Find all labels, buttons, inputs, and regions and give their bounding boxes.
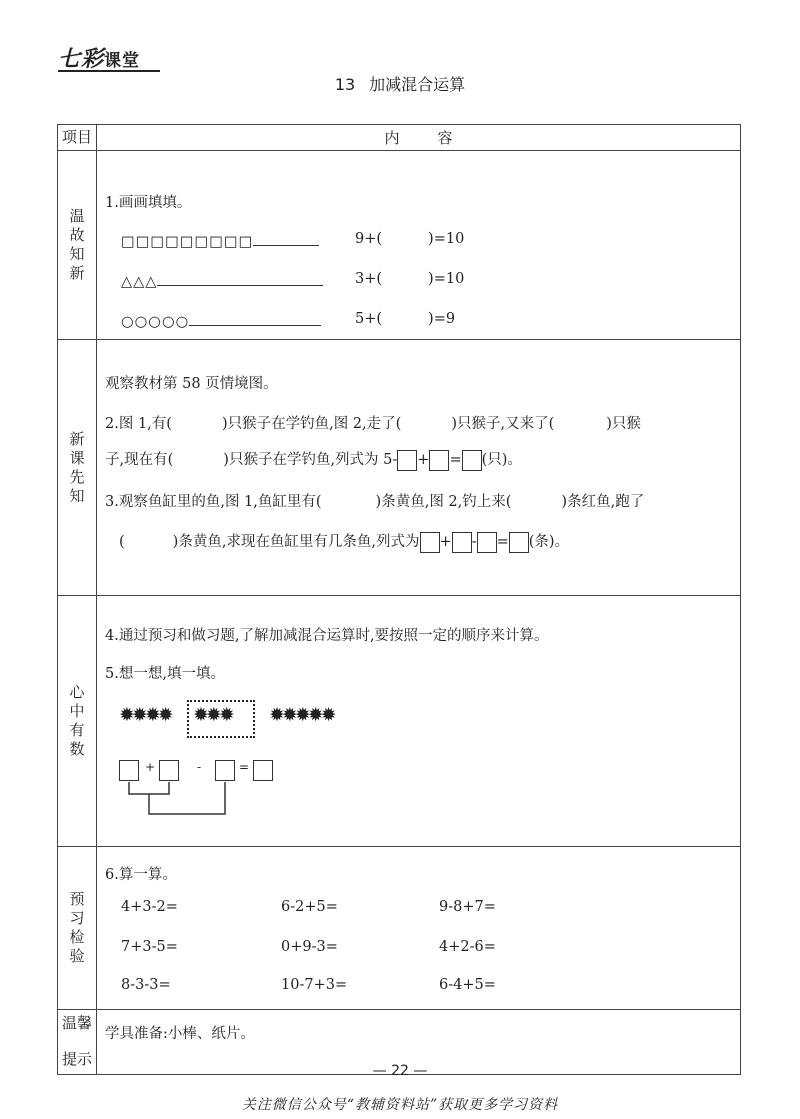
stars-group-2: ✹✹✹ <box>193 704 232 726</box>
section-label-check <box>58 847 97 1010</box>
tips-label-line2: 提示 <box>61 1050 92 1068</box>
equation-row-1 <box>355 231 464 247</box>
logo-main-text: 七彩 <box>58 47 105 72</box>
q4-text: 4.通过预习和做习题,了解加减混合运算时,要按照一定的顺序来计算。 <box>105 628 549 644</box>
q3-minus-sign: - <box>471 534 477 550</box>
q3-equals-sign: = <box>496 534 509 550</box>
mind-plus-sign: + <box>145 760 156 774</box>
squares-shapes: □□□□□□□□□ <box>121 234 254 250</box>
tips-text: 学具准备:小棒、纸片。 <box>105 1026 255 1042</box>
lesson-title: 加减混合运算 <box>369 75 466 94</box>
mind-box-3[interactable] <box>215 760 235 781</box>
q3-line2 <box>119 530 569 553</box>
tips-label-line1: 温馨 <box>61 1014 92 1032</box>
page-title <box>0 72 800 95</box>
q2-equals-sign: = <box>449 452 462 468</box>
q2-part-c: )只猴子,又来了( <box>451 416 555 432</box>
q2-answer-box-1[interactable] <box>397 450 417 471</box>
section-check <box>58 847 741 1010</box>
q3-part-d: ( <box>119 534 125 550</box>
q2-plus-sign: + <box>417 452 430 468</box>
q3-answer-box-3[interactable] <box>477 532 497 553</box>
q3-part-b: )条黄鱼,图 2,钓上来( <box>375 494 512 510</box>
q3-line1 <box>105 490 644 511</box>
mind-box-2[interactable] <box>159 760 179 781</box>
problem-1-1[interactable]: 4+3-2= <box>121 899 178 915</box>
squares-answer-blank[interactable] <box>253 231 319 246</box>
problem-3-1[interactable]: 8-3-3= <box>121 977 171 993</box>
circles-shapes: ○○○○○ <box>121 314 190 330</box>
shape-row-squares <box>121 231 319 250</box>
q6-title: 6.算一算。 <box>105 867 177 883</box>
logo-sub-text: 课堂 <box>104 51 141 71</box>
problem-1-3[interactable]: 9-8+7= <box>439 899 496 915</box>
q3-answer-box-4[interactable] <box>509 532 529 553</box>
eq1-left: 9+( <box>355 231 383 247</box>
q2-answer-box-3[interactable] <box>462 450 482 471</box>
q2-part-e: 子,现在有( <box>105 452 174 468</box>
q3-plus-sign: + <box>439 534 452 550</box>
mind-equals-sign: = <box>239 760 250 774</box>
circles-answer-blank[interactable] <box>189 311 321 326</box>
equation-row-2 <box>355 271 464 287</box>
q2-answer-box-2[interactable] <box>429 450 449 471</box>
q3-part-a: 3.观察鱼缸里的鱼,图 1,鱼缸里有( <box>105 494 322 510</box>
section-label-mind <box>58 596 97 847</box>
publisher-logo <box>58 42 140 73</box>
q3-part-c: )条红鱼,跑了 <box>561 494 645 510</box>
check-label-text: 预习检验 <box>69 890 85 965</box>
section-label-review <box>58 151 97 340</box>
q3-unit: (条)。 <box>528 534 570 550</box>
problem-3-3[interactable]: 6-4+5= <box>439 977 496 993</box>
header-content-cell: 内容 <box>97 125 741 151</box>
lesson-number: 13 <box>334 75 356 94</box>
eq2-left: 3+( <box>355 271 383 287</box>
preview-intro: 观察教材第 58 页情境图。 <box>105 376 278 392</box>
stars-group-1: ✹✹✹✹ <box>119 704 171 726</box>
section-preview <box>58 340 741 596</box>
equation-row-3 <box>355 311 455 327</box>
section-label-preview <box>58 340 97 596</box>
preview-label-text: 新课先知 <box>69 429 85 505</box>
q3-answer-box-2[interactable] <box>452 532 472 553</box>
q2-part-a: 2.图 1,有( <box>105 416 172 432</box>
q5-title: 5.想一想,填一填。 <box>105 666 225 682</box>
mind-box-4[interactable] <box>253 760 273 781</box>
q2-part-f: )只猴子在学钓鱼,列式为 5- <box>223 452 398 468</box>
header-item-cell: 项目 <box>58 125 97 151</box>
problem-2-1[interactable]: 7+3-5= <box>121 939 178 955</box>
q2-line2 <box>105 448 522 471</box>
section-mind <box>58 596 741 847</box>
eq1-right: )=10 <box>428 231 465 247</box>
shape-row-triangles <box>121 271 323 290</box>
bracket-diagram <box>97 596 297 676</box>
problem-3-2[interactable]: 10-7+3= <box>281 977 348 993</box>
q2-line1 <box>105 412 641 433</box>
q2-unit: (只)。 <box>481 452 522 468</box>
footer-note: 关注微信公众号“教辅资料站”获取更多学习资料 <box>241 1097 559 1113</box>
review-content <box>97 151 741 340</box>
stars-group-3: ✹✹✹✹✹ <box>269 704 334 726</box>
q2-part-b: )只猴子在学钓鱼,图 2,走了( <box>221 416 402 432</box>
q2-part-d: )只猴 <box>606 416 641 432</box>
section-review <box>58 151 741 340</box>
worksheet-table <box>57 124 741 1075</box>
table-header-row <box>58 125 741 151</box>
page-number: — 22 — <box>372 1063 428 1079</box>
problem-2-2[interactable]: 0+9-3= <box>281 939 338 955</box>
mind-label-text: 心中有数 <box>69 683 85 758</box>
mind-content <box>97 596 741 847</box>
q3-part-e: )条黄鱼,求现在鱼缸里有几条鱼,列式为 <box>172 534 420 550</box>
eq3-right: )=9 <box>428 311 456 327</box>
problem-1-2[interactable]: 6-2+5= <box>281 899 338 915</box>
problem-2-3[interactable]: 4+2-6= <box>439 939 496 955</box>
shape-row-circles <box>121 311 321 330</box>
q1-title: 1.画画填填。 <box>105 195 192 211</box>
check-content <box>97 847 741 1010</box>
mind-minus-sign: - <box>197 760 202 774</box>
triangles-answer-blank[interactable] <box>157 271 323 286</box>
mind-box-1[interactable] <box>119 760 139 781</box>
preview-content <box>97 340 741 596</box>
eq3-left: 5+( <box>355 311 383 327</box>
eq2-right: )=10 <box>428 271 465 287</box>
triangles-shapes: △△△ <box>121 274 158 290</box>
review-label-text: 温故知新 <box>69 207 85 282</box>
q3-answer-box-1[interactable] <box>420 532 440 553</box>
